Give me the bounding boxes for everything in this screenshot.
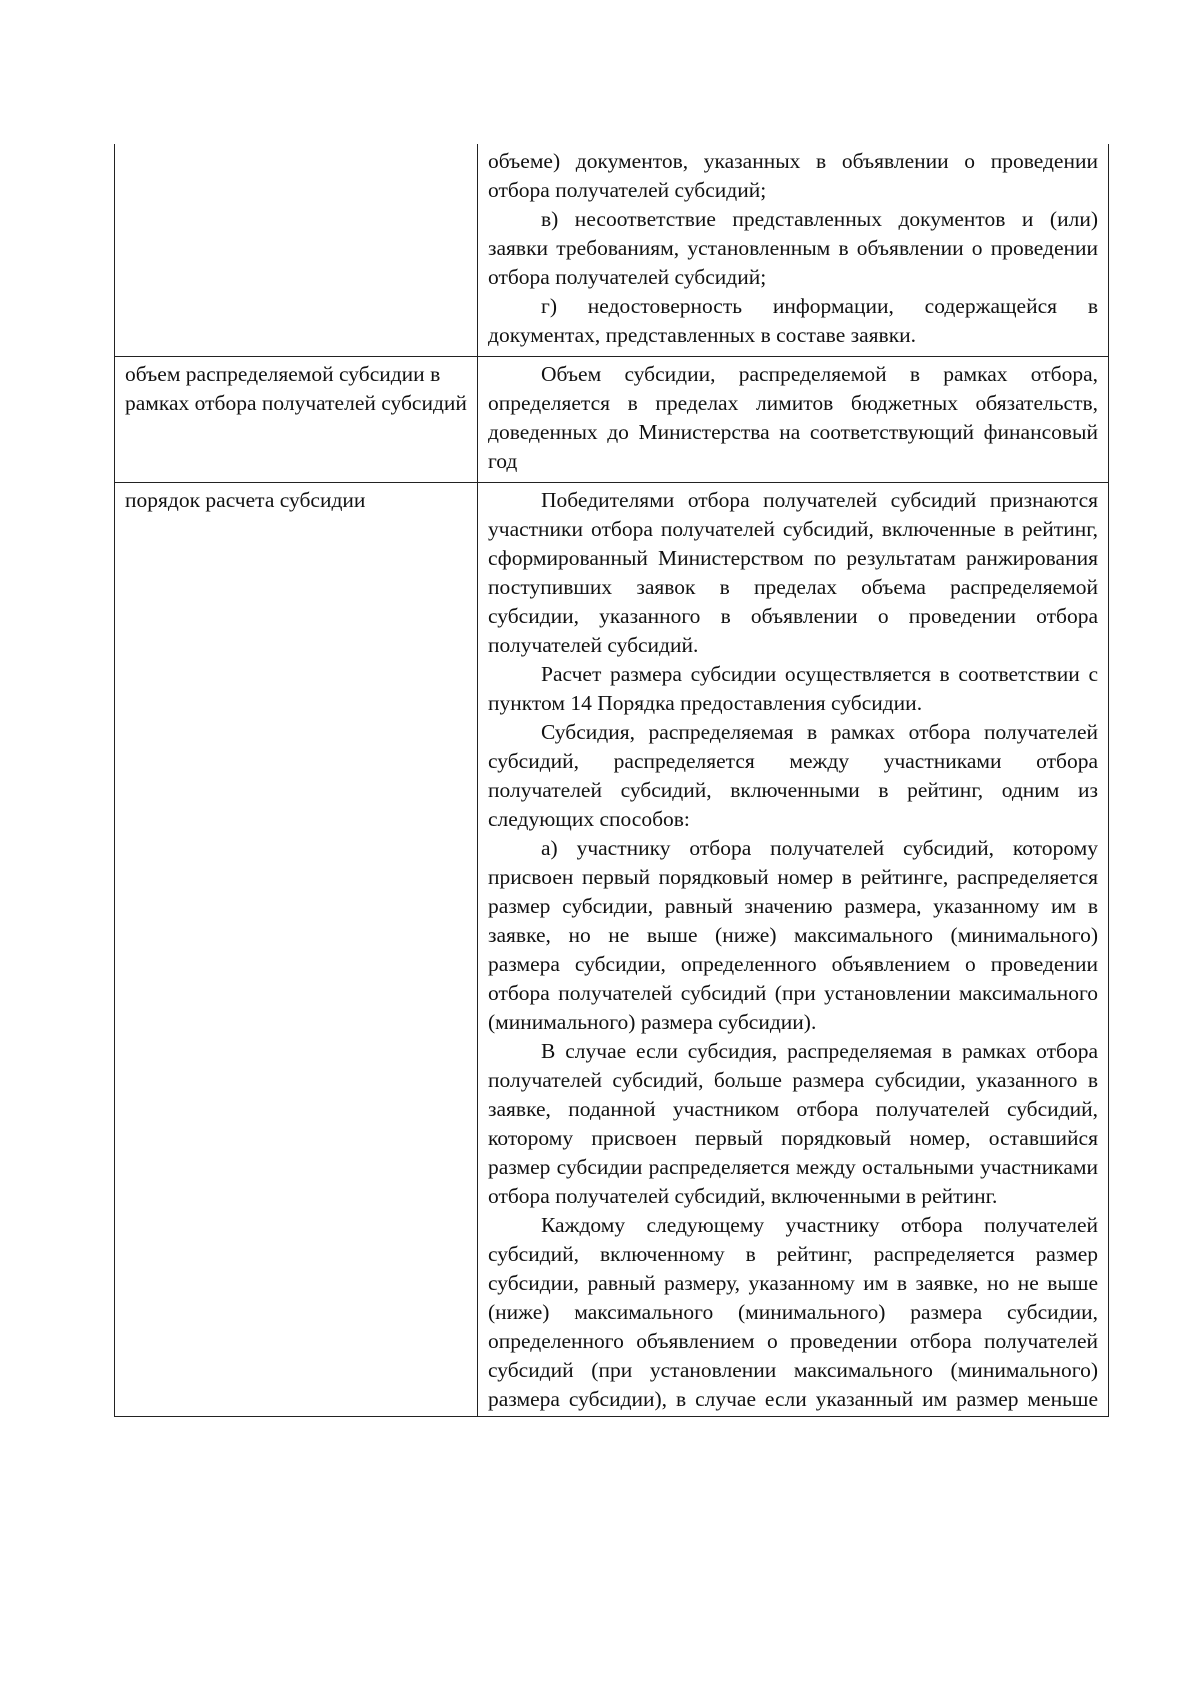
row-label-cell (115, 144, 478, 357)
document-table (114, 144, 1109, 1417)
row-content-cell (478, 483, 1109, 1417)
paragraph: а) участнику отбора получателей субсидий, которому присвоен первый порядковый номер в рейтинге, распределяется размер субсидии, равный значению размера, указанному им в заявке, но не выше (ниже) максимального (минимального) размера субсидии, определенного объявлением о проведении отбора получателей субсидий (при установлении максимального (минимального) размера субсидии). (488, 836, 1098, 1034)
table-row (115, 144, 1109, 357)
paragraph: Победителями отбора получателей субсидий признаются участники отбора получателей субсидий, включенные в рейтинг, сформированный Министерством по результатам ранжирования поступивших заявок в пределах объема распределяемой субсидии, указанного в объявлении о проведении отбора получателей субсидий. (488, 488, 1098, 657)
row-label: порядок расчета субсидии (125, 488, 366, 512)
paragraph: г) недостоверность информации, содержащейся в документах, представленных в составе заявки. (488, 294, 1098, 347)
table-row (115, 357, 1109, 483)
paragraph: Расчет размера субсидии осуществляется в соответствии с пунктом 14 Порядка предоставления субсидии. (488, 662, 1098, 715)
paragraph: объеме) документов, указанных в объявлении о проведении отбора получателей субсидий; (488, 149, 1098, 202)
paragraph: В случае если субсидия, распределяемая в рамках отбора получателей субсидий, больше размера субсидии, указанного в заявке, поданной участником отбора получателей субсидий, которому присвоен первый порядковый номер, оставшийся размер субсидии распределяется между остальными участниками отбора получателей субсидий, включенными в рейтинг. (488, 1039, 1098, 1208)
row-label-cell (115, 483, 478, 1417)
row-content-cell (478, 144, 1109, 357)
paragraph: Каждому следующему участнику отбора получателей субсидий, включенному в рейтинг, распределяется размер субсидии, равный размеру, указанному им в заявке, но не выше (ниже) максимального (минимального) размера субсидии, определенного объявлением о проведении отбора получателей субсидий (при установлении максимального (минимального) размера субсидии), в случае если указанный им размер меньше (488, 1213, 1098, 1411)
paragraph: Объем субсидии, распределяемой в рамках отбора, определяется в пределах лимитов бюджетных обязательств, доведенных до Министерства на соответствующий финансовый год (488, 362, 1098, 473)
row-label: объем распределяемой субсидии в рамках отбора получателей субсидий (125, 362, 467, 415)
row-content-cell (478, 357, 1109, 483)
paragraph: Субсидия, распределяемая в рамках отбора получателей субсидий, распределяется между участниками отбора получателей субсидий, включенными в рейтинг, одним из следующих способов: (488, 720, 1098, 831)
row-label-cell (115, 357, 478, 483)
paragraph: в) несоответствие представленных документов и (или) заявки требованиям, установленным в объявлении о проведении отбора получателей субсидий; (488, 207, 1098, 289)
table-row (115, 483, 1109, 1417)
